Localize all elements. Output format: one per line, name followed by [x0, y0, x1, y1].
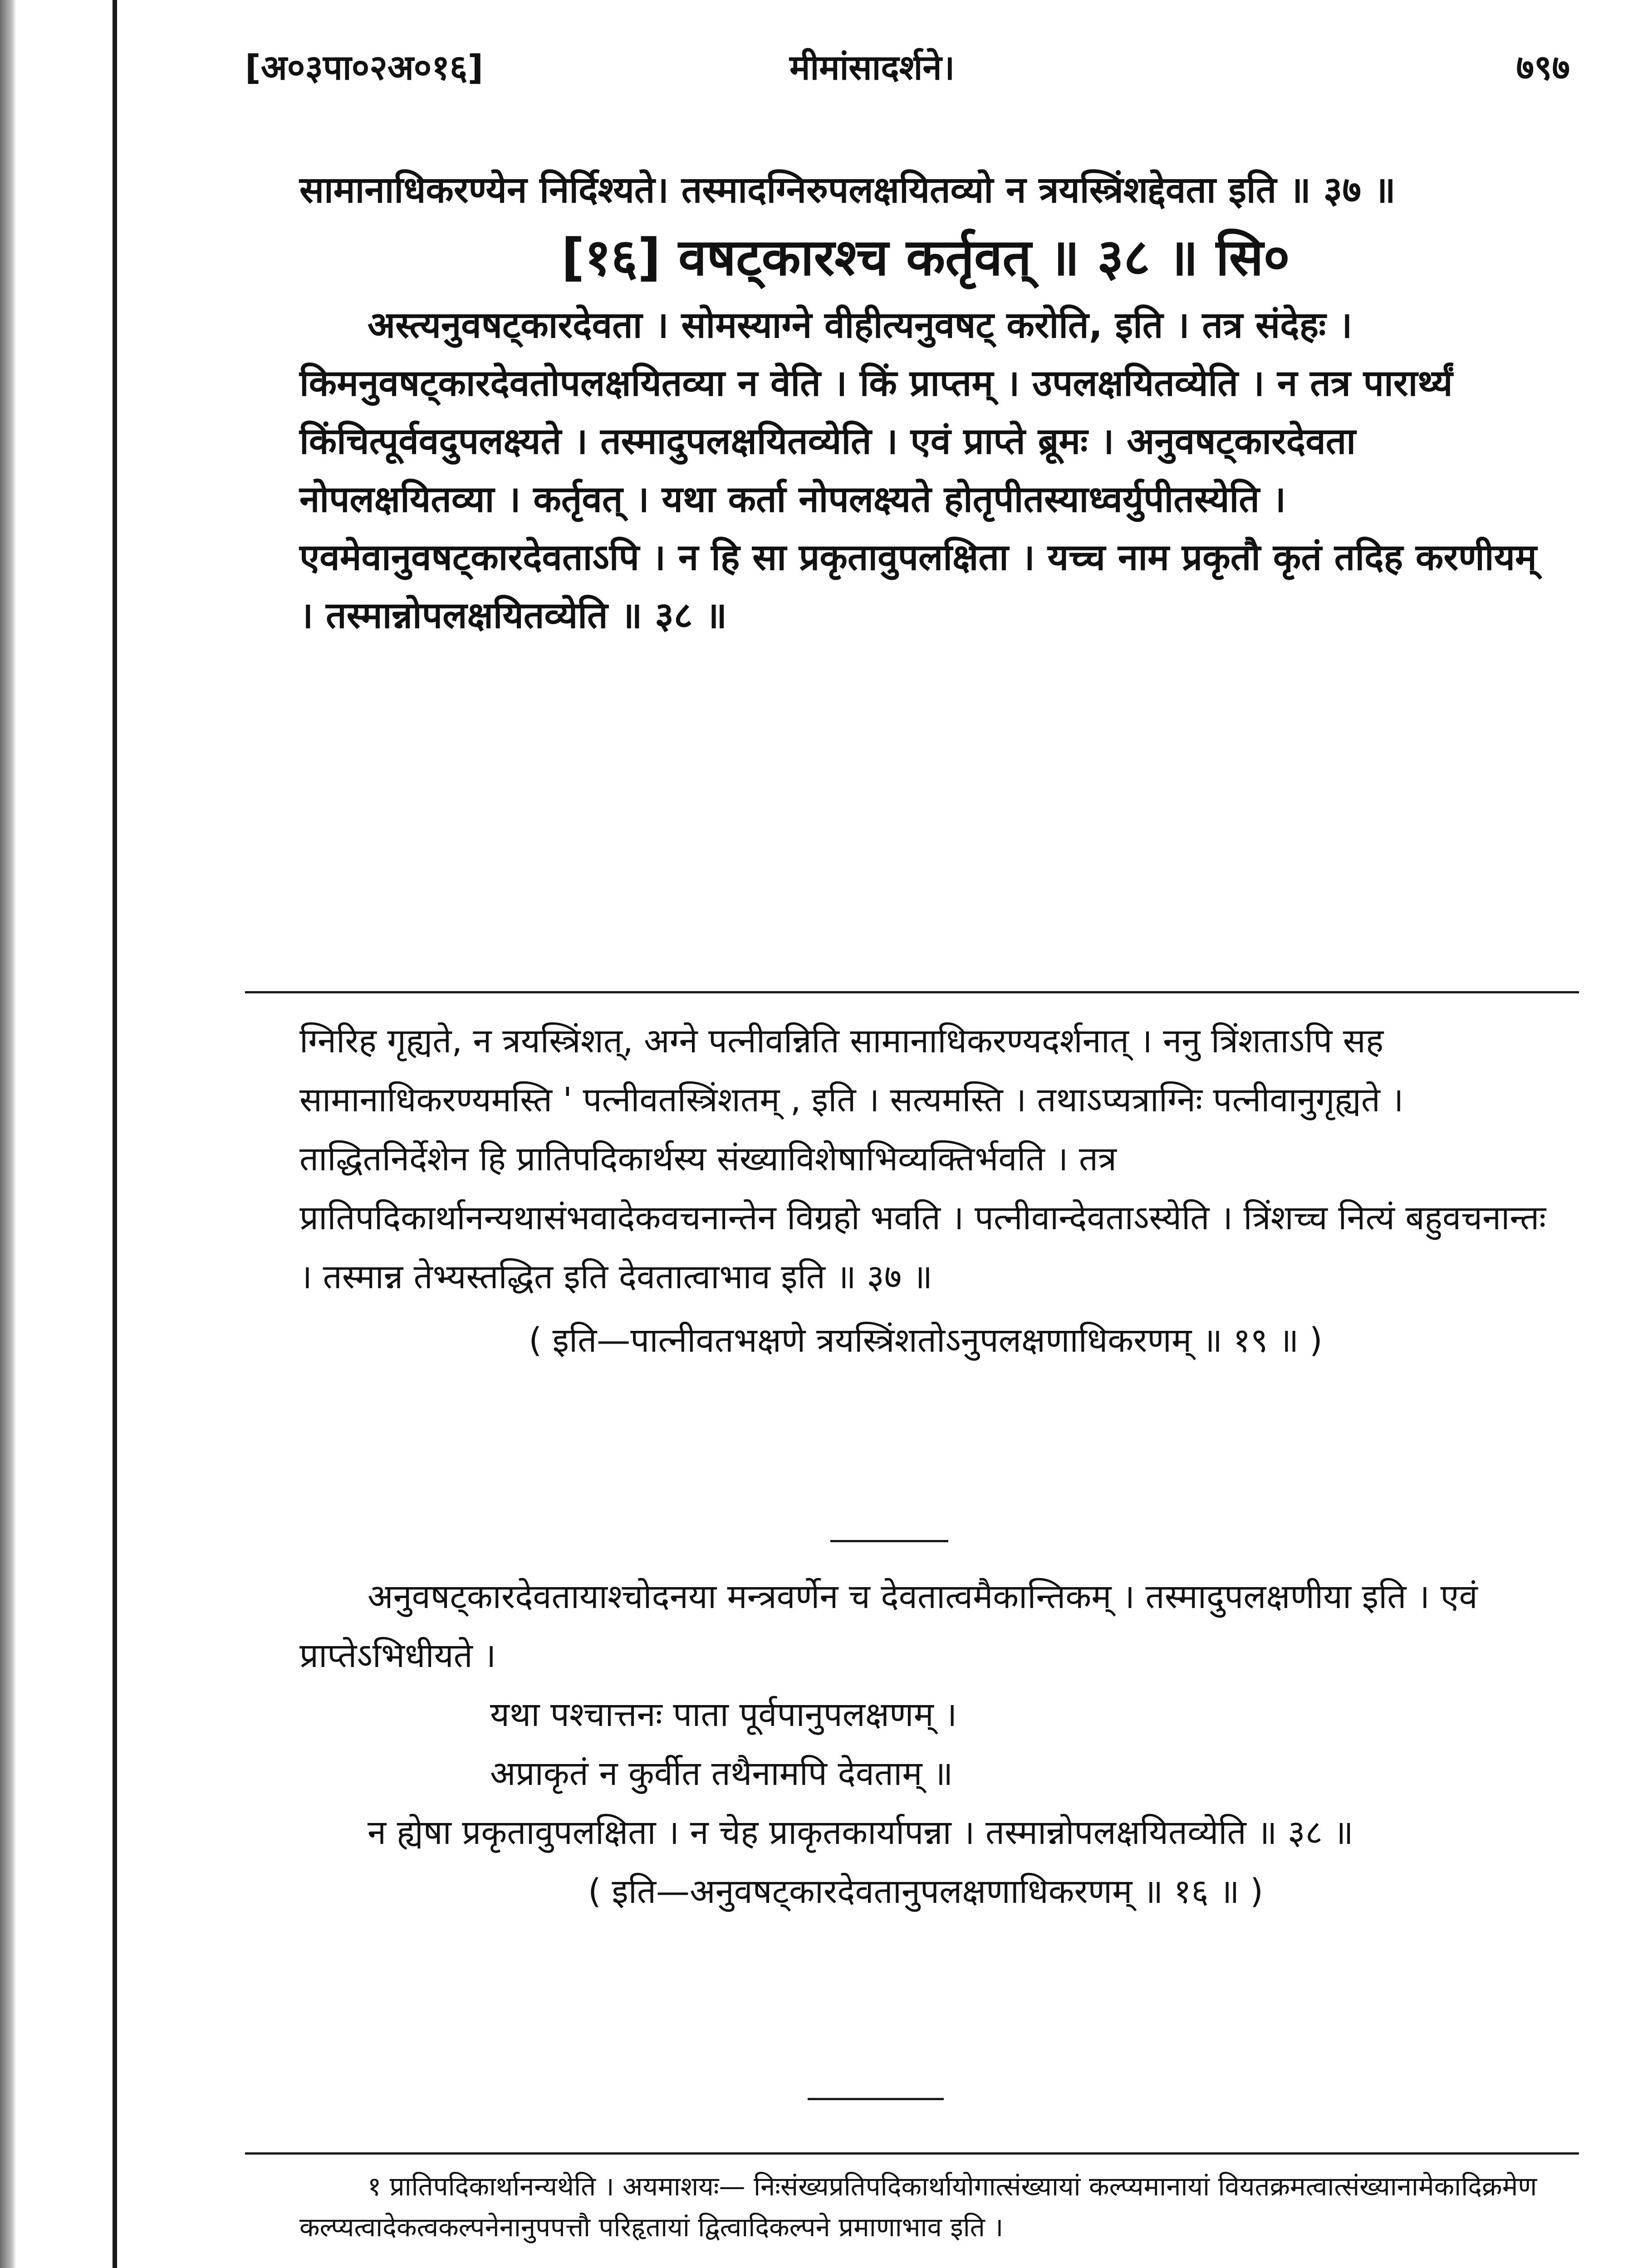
margin-line: [113, 0, 117, 2268]
commentary-paragraph-2: अनुवषट्कारदेवतायाश्चोदनया मन्त्रवर्णेन च देवतात्वमैकान्तिकम् । तस्मादुपलक्षणीया इति । एवं प्राप्तेऽभिधीयते ।: [299, 1577, 1478, 1675]
commentary-paragraph-1: ग्निरिह गृह्यते, न त्रयस्त्रिंशत्, अग्ने पत्नीवन्निति सामानाधिकरण्यदर्शनात् । ननु त्रिंशताऽपि सह सामानाधिकरण्यमस्ति ' पत्नीवतस्त्रिंशतम् , इति । सत्यमस्ति । तथाऽप्यत्राग्निः पत्नीवानुगृह्यते । ताद्धितनिर्देशेन हि प्रातिपदिकार्थस्य संख्याविशेषाभिव्यक्तिर्भवति । तत्र प्रातिपदिकार्थानन्यथासंभवादेकवचनान्तेन विग्रहो भवति । पत्नीवान्देवताऽस्येति । त्रिंशच्च नित्यं बहुवचनान्तः । तस्मान्न तेभ्यस्तद्धित इति देवतात्वाभाव इति ॥ ३७ ॥: [299, 1022, 1546, 1296]
sutra-heading: [१६] वषट्कारश्च कर्तृवत् ॥ ३८ ॥ सि०: [561, 228, 1290, 287]
binding-edge: [0, 0, 16, 2268]
footnote-divider: [245, 2152, 1579, 2155]
book-title: मीमांसादर्शने।: [789, 47, 955, 88]
main-text-block: [299, 161, 1552, 645]
commentary-paragraph-3: न ह्येषा प्रकृतावुपलक्षिता । न चेह प्राकृतकार्यापन्ना । तस्मान्नोपलक्षयितव्येति ॥ ३८ ॥: [368, 1813, 1353, 1852]
footnote-text: १ प्रातिपदिकार्थानन्यथेति । अयमाशयः— निःसंख्यप्रतिपदिकार्थायोगात्संख्यायां कल्प्यमानायां वियतक्रमत्वात्संख्यानामेकादिक्रमेण कल्प्यत्वादेकत्वकल्पनेनानुपपत्तौ परिहृतायां द्वित्वादिकल्पने प्रमाणाभाव इति ।: [299, 2171, 1537, 2243]
adhikarana-closing-2: ( इति—अनुवषट्कारदेवतानुपलक्षणाधिकरणम् ॥ १६ ॥ ): [588, 1872, 1264, 1911]
verse-line-2: अप्राकृतं न कुर्वीत तथैनामपि देवताम् ॥: [490, 1754, 953, 1793]
page-number: ७९७: [1516, 47, 1570, 88]
section-divider: [245, 991, 1579, 993]
footnote-block: [299, 2166, 1552, 2248]
short-divider-1: [830, 1540, 948, 1542]
short-divider-2: [808, 2098, 944, 2100]
commentary-block-2: [299, 1567, 1552, 1921]
main-paragraph-2: अस्त्यनुवषट्कारदेवता । सोमस्याग्ने वीहीत्यनुवषट् करोति, इति । तत्र संदेहः । किमनुवषट्कारदेवतोपलक्षयितव्या न वेति । किं प्राप्तम् । उपलक्षयितव्येति । न तत्र पारार्थ्यं किंचित्पूर्ववदुपलक्ष्यते । तस्मादुपलक्षयितव्येति । एवं प्राप्ते ब्रूमः । अनुवषट्कारदेवता नोपलक्षयितव्या । कर्तृवत् । यथा कर्ता नोपलक्ष्यते होतृपीतस्याध्वर्युपीतस्येति । एवमेवानुवषट्कारदेवताऽपि । न हि सा प्रकृतावुपलक्षिता । यच्च नाम प्रकृतौ कृतं तदिह करणीयम् । तस्मान्नोपलक्षयितव्येति ॥ ३८ ॥: [299, 304, 1537, 636]
commentary-block: [299, 1012, 1552, 1370]
adhikarana-closing-1: ( इति—पात्नीवतभक्षणे त्रयस्त्रिंशतोऽनुपलक्षणाधिकरणम् ॥ १९ ॥ ): [529, 1321, 1323, 1360]
verse-line-1: यथा पश्चात्तनः पाता पूर्वपानुपलक्षणम् ।: [490, 1695, 957, 1734]
running-header: [245, 43, 1570, 107]
section-reference: [अ०३पा०२अ०१६]: [245, 47, 484, 88]
main-paragraph-1: सामानाधिकरण्येन निर्दिश्यते। तस्मादग्निरुपलक्षयितव्यो न त्रयस्त्रिंशद्देवता इति ॥ ३७ ॥: [299, 169, 1396, 211]
